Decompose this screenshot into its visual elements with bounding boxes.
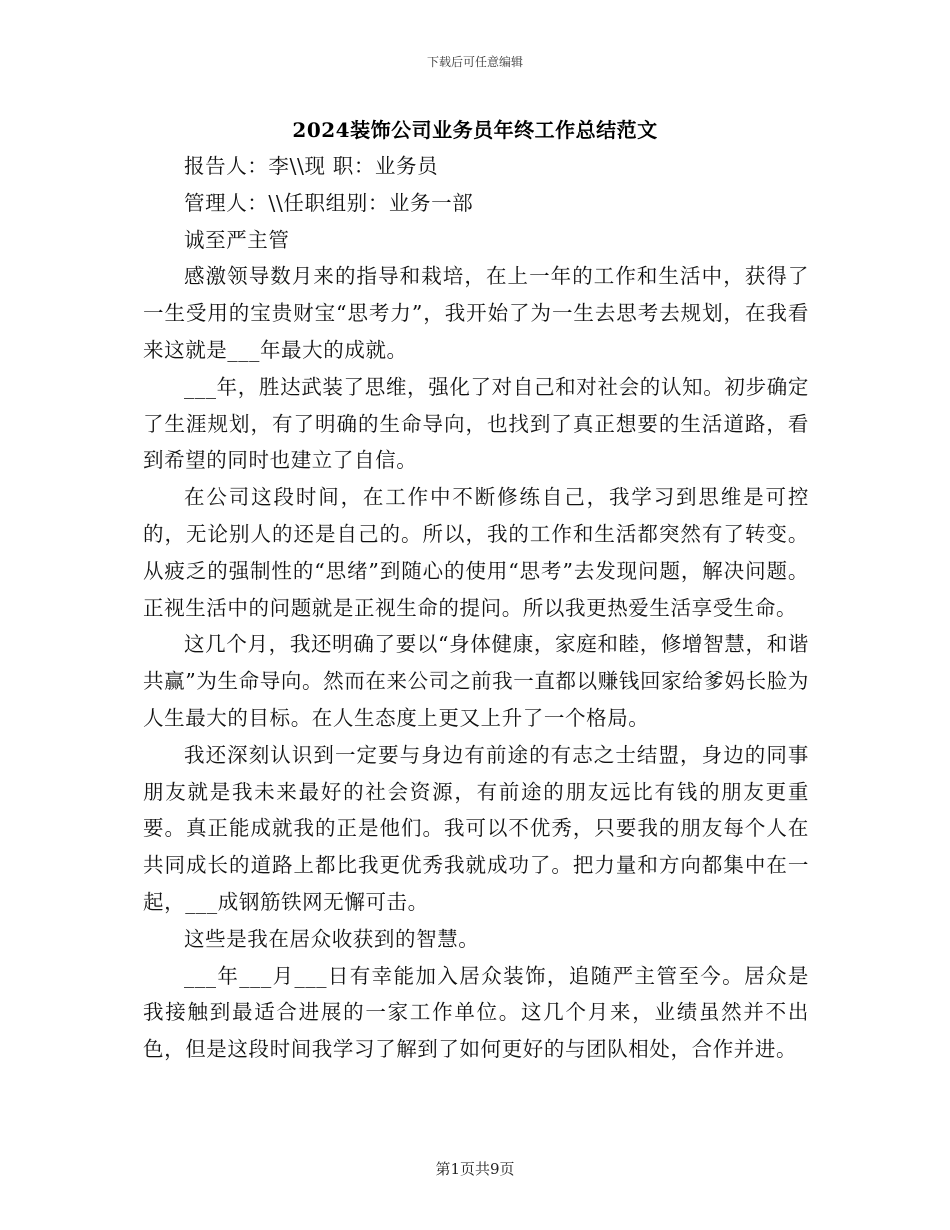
page-number-footer: 第1页共9页 [435,1160,515,1178]
paragraph-body: 这些是我在居众收获到的智慧。 [184,926,480,951]
paragraph-body: 在公司这段时间，在工作中不断修练自己，我学习到思维是可控的，无论别人的还是自己的。所以，我的工作和生活都突然有了转变。从疲乏的强制性的“思绪”到随心的使用“思考”去发现问题，解决问题。正视生活中的问题就是正视生命的提问。所以我更热爱生活享受生命。 [143,485,809,620]
paragraph-body: 这几个月，我还明确了要以“身体健康，家庭和睦，修增智慧，和谐共赢”为生命导向。然而在来公司之前我一直都以赚钱回家给爹妈长脸为人生最大的目标。在人生态度上更又上升了一个格局。 [143,632,809,730]
paragraph-body: 我还深刻认识到一定要与身边有前途的有志之士结盟，身边的同事朋友就是我未来最好的社会资源，有前途的朋友远比有钱的朋友更重要。真正能成就我的正是他们。我可以不优秀，只要我的朋友每个人在共同成长的道路上都比我更优秀我就成功了。把力量和方向都集中在一起，___成钢筋铁网无懈可击。 [143,742,809,914]
document-title: 2024装饰公司业务员年终工作总结范文 [292,118,658,142]
paragraph-body: 感激领导数月来的指导和栽培，在上一年的工作和生活中，获得了一生受用的宝贵财宝“思考力”，我开始了为一生去思考去规划，在我看来这就是___年最大的成就。 [143,264,809,362]
paragraph-body: ___年，胜达武装了思维，强化了对自己和对社会的认知。初步确定了生涯规划，有了明确的生命导向，也找到了真正想要的生活道路，看到希望的同时也建立了自信。 [143,374,809,473]
document-body [143,148,809,1068]
paragraph-body: ___年___月___日有幸能加入居众装饰，追随严主管至今。居众是我接触到最适合进展的一家工作单位。这几个月来，业绩虽然并不出色，但是这段时间我学习了解到了如何更好的与团队相处，合作并进。 [143,963,809,1062]
paragraph-reporter: 报告人：李\\现 职：业务员 [184,154,439,178]
paragraph-salutation: 诚至严主管 [184,227,290,252]
paragraph-manager: 管理人：\\任职组别：业务一部 [184,190,474,215]
header-note: 下载后可任意编辑 [426,55,523,69]
